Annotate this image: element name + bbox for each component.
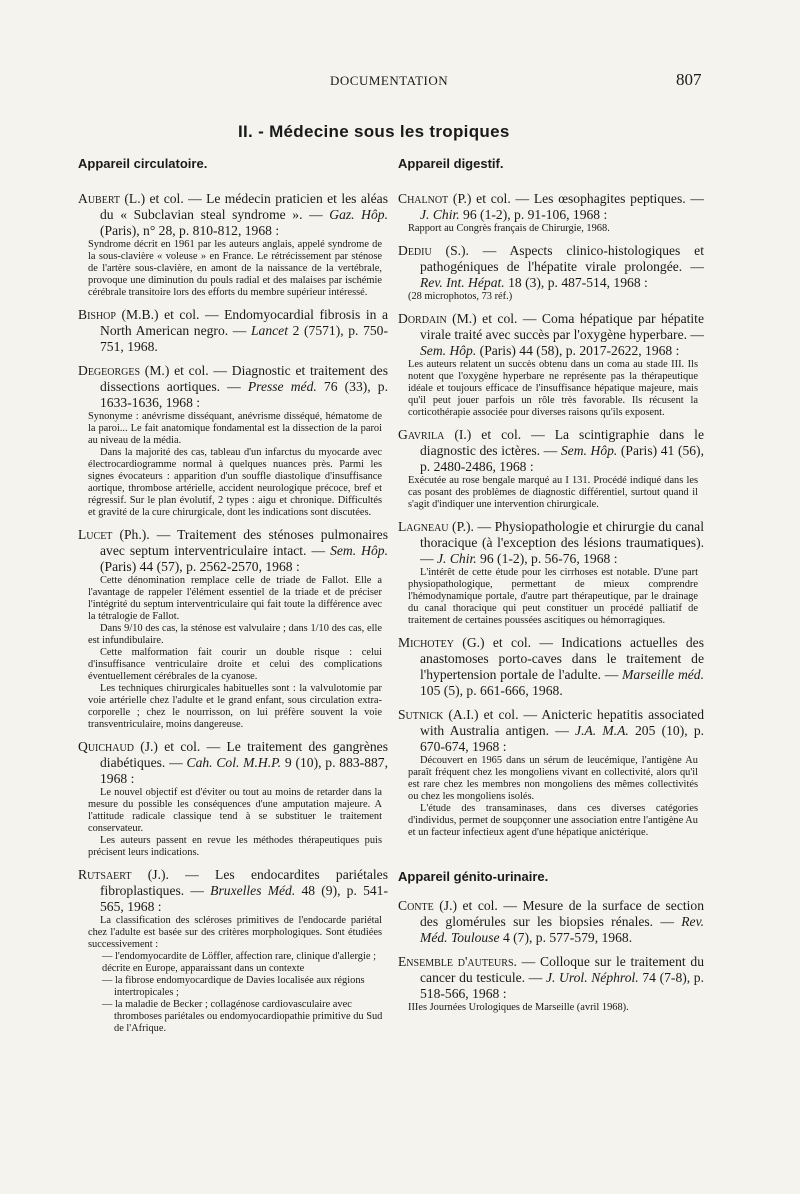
author: Chalnot	[398, 191, 449, 206]
bibliography-entry	[78, 363, 388, 519]
journal: Gaz. Hôp.	[329, 207, 388, 222]
running-title: DOCUMENTATION	[330, 73, 449, 88]
section-heading-circulatory: Appareil circulatoire.	[78, 156, 208, 171]
list-item: — la maladie de Becker ; collagénose cardiovasculaire avec thromboses pariétales ou endomyocardiopathie primitive du Sud de l'Afrique.	[102, 999, 383, 1034]
author: Lucet	[78, 527, 113, 542]
citation	[398, 243, 704, 291]
citation	[78, 867, 388, 915]
section-title: II. - Médecine sous les tropiques	[238, 122, 510, 141]
bibliography-entry	[398, 898, 704, 946]
citation-details: 205 (10), p. 670-674, 1968 :	[420, 723, 705, 754]
journal: J. Chir.	[437, 551, 477, 566]
journal: Marseille méd.	[622, 667, 704, 682]
author: Conte	[398, 898, 434, 913]
author: Michotey	[398, 635, 454, 650]
citation-text: (S.). — Aspects clinico-histologiques et pathogéniques de l'hépatite virale prolongée. —	[420, 243, 704, 274]
left-column	[78, 156, 388, 1043]
citation-details: (Paris) 44 (57), p. 2562-2570, 1968 :	[100, 559, 300, 574]
citation-text: (P.) et col. — Les œsophagites peptiques. —	[448, 191, 704, 206]
abstract-note: Cette dénomination remplace celle de triade de Fallot. Elle a l'avantage de rappeler l'élément essentiel de la triade et de préciser l'intégrité du septum interventriculaire qui fait toute la différence avec la tétralogie de Fallot.	[88, 575, 382, 622]
author: Quichaud	[78, 739, 134, 754]
citation-text: (Ph.). — Traitement des sténoses pulmonaires avec septum interventriculaire intact. —	[100, 527, 388, 558]
citation-details: (Paris) 44 (58), p. 2017-2622, 1968 :	[476, 343, 680, 358]
list-item: — l'endomyocardite de Löffler, affection rare, clinique d'allergie ;	[102, 951, 376, 962]
citation-text: . — Colloque sur le traitement du cancer du testicule. —	[420, 954, 704, 985]
author: Degeorges	[78, 363, 141, 378]
abstract-note: (28 microphotos, 73 réf.)	[408, 291, 513, 302]
bibliography-entry	[398, 519, 704, 627]
citation-text: (G.) et col. — Indications actuelles des anastomoses porto-caves dans le traitement de l'hypertension portale de l'adulte. —	[420, 635, 704, 682]
journal: Lancet	[250, 323, 288, 338]
abstract-note: L'intérêt de cette étude pour les cirrhoses est notable. D'une part physiopathologique, permettant de mieux comprendre l'hémodynamique portale, d'autre part thérapeutique, par le drainage du canal thoracique qui peut constituer un procédé palliatif de traitement de certaines poussées ascitiques ou hémorragiques.	[408, 567, 698, 626]
citation	[398, 898, 704, 946]
citation-details: 4 (7), p. 577-579, 1968.	[499, 930, 633, 945]
abstract-note: Rapport au Congrès français de Chirurgie, 1968.	[408, 223, 610, 234]
citation-details: 105 (5), p. 661-666, 1968.	[420, 683, 563, 698]
author: Dordain	[398, 311, 447, 326]
journal: Sem. Hôp.	[420, 343, 477, 358]
citation-text: (L.) et col. — Le médecin praticien et les aléas du « Subclavian steal syndrome ». —	[100, 191, 388, 222]
citation	[78, 191, 388, 239]
journal: Presse méd.	[247, 379, 317, 394]
citation	[398, 635, 704, 699]
citation	[78, 739, 388, 787]
author: Ensemble d'auteurs	[398, 954, 514, 969]
bibliography-entry	[398, 311, 704, 419]
citation-details: 96 (1-2), p. 56-76, 1968 :	[476, 551, 618, 566]
citation	[78, 307, 388, 355]
bibliography-entry	[78, 867, 388, 1035]
citation-text: (J.) et col. — Le traitement des gangrènes diabétiques. —	[100, 739, 388, 770]
journal: Bruxelles Méd.	[210, 883, 296, 898]
citation-text: (A.I.) et col. — Anicteric hepatitis associated with Australia antigen. —	[420, 707, 704, 738]
citation	[398, 707, 704, 755]
citation-text: (I.) et col. — La scintigraphie dans le diagnostic des ictères. —	[420, 427, 704, 458]
citation	[398, 427, 704, 475]
bibliography-entry	[78, 527, 388, 731]
citation-details: 96 (1-2), p. 91-106, 1968 :	[459, 207, 608, 222]
abstract-note: Synonyme : anévrisme disséquant, anévrisme disséqué, hématome de la paroi... Le fait anatomique fondamental est la dissection de la paroi au niveau de la média.	[88, 411, 382, 446]
running-head	[0, 70, 800, 92]
journal: Sem. Hôp.	[330, 543, 388, 558]
right-column	[398, 156, 704, 1022]
citation-details: (Paris), n° 28, p. 810-812, 1968 :	[100, 223, 280, 238]
citation-details: 48 (9), p. 541-565, 1968 :	[100, 883, 388, 914]
citation-text: (J.) et col. — Mesure de la surface de section des glomérules sur les biopsies rénales. —	[420, 898, 704, 929]
list-item: — la fibrose endomyocardique de Davies localisée aux régions intertropicales ;	[102, 975, 365, 998]
section-heading-genito-urinary: Appareil génito-urinaire.	[398, 869, 549, 884]
abstract-note: Les techniques chirurgicales habituelles sont : la valvulotomie par voie artérielle chez l'adulte et le grand enfant, sous circulation extra-corporelle ; chez le nourrisson, on lui préfère souvent la voie transventriculaire, moins dangereuse.	[88, 683, 382, 730]
bibliography-entry	[78, 191, 388, 299]
author: Gavrila	[398, 427, 445, 442]
citation-details: 18 (3), p. 487-514, 1968 :	[504, 275, 648, 290]
abstract-note: Dans 9/10 des cas, la sténose est valvulaire ; dans 1/10 des cas, elle est infundibulaire.	[88, 623, 382, 646]
journal: Rev. Méd. Toulouse	[420, 914, 704, 945]
abstract-note: Les auteurs passent en revue les méthodes thérapeutiques puis précisent leurs indications.	[88, 835, 382, 858]
citation	[78, 363, 388, 411]
citation-details: 74 (7-8), p. 518-566, 1968 :	[420, 970, 705, 1001]
abstract-note: Cette malformation fait courir un double risque : celui d'insuffisance ventriculaire droite et celui des complications éventuellement cérébrales de la cyanose.	[88, 647, 382, 682]
citation	[398, 954, 704, 1002]
citation	[398, 519, 704, 567]
author: Rutsaert	[78, 867, 132, 882]
abstract-note: Syndrome décrit en 1961 par les auteurs anglais, appelé syndrome de la sous-clavière « voleuse » en France. Le rétrécissement par sténose de l'artère sous-clavière, en amont de la naissance de la vertébrale, provoque une diminution du pouls radial et des malaises par ischémie cérébrale transitoire lors des efforts du membre supérieur intéressé.	[88, 239, 382, 298]
bibliography-entry	[398, 707, 704, 839]
section-heading-digestive: Appareil digestif.	[398, 156, 504, 171]
author: Aubert	[78, 191, 120, 206]
author: Bishop	[78, 307, 116, 322]
citation	[398, 191, 704, 223]
bibliography-entry	[398, 954, 704, 1014]
abstract-note: Découvert en 1965 dans un sérum de leucémique, l'antigène Au paraît fréquent chez les mongoliens vivant en collectivité, alors qu'il est rare chez les membres non mongoliens des mêmes collectivités ou chez les mongoliens isolés.	[408, 755, 698, 802]
bibliography-entry	[398, 635, 704, 699]
citation-text: (M.B.) et col. — Endomyocardial fibrosis in a North American negro. —	[100, 307, 388, 338]
abstract-note: Dans la majorité des cas, tableau d'un infarctus du myocarde avec électrocardiogramme normal à quelques nuances près. Parmi les signes évocateurs : apparition d'un souffle diastolique d'insuffisance aortique, thrombose artérielle, accident neurologique précoce, bref et régressif. Sur le plan évolutif, 2 types : aigu et chronique. Difficultés et gravité de la cure chirurgicale, dont les indications sont discutées.	[88, 447, 382, 518]
journal: J. Chir.	[420, 207, 460, 222]
bibliography-entry	[398, 243, 704, 303]
bibliography-entry	[398, 427, 704, 511]
bibliography-entry	[398, 191, 704, 235]
abstract-note: Le nouvel objectif est d'éviter ou tout au moins de retarder dans la mesure du possible les conséquences d'une amputation majeure. A l'attitude radicale classique tend à se substituer le traitement conservateur.	[88, 787, 382, 834]
citation-text: (J.). — Les endocardites pariétales fibroplastiques. —	[100, 867, 388, 898]
journal: J. Urol. Néphrol.	[545, 970, 639, 985]
list-item: décrite en Europe, apparaissant dans un contexte	[102, 963, 305, 974]
abstract-note: Exécutée au rose bengale marqué au I 131. Procédé indiqué dans les cas posant des problèmes de diagnostic différentiel, surtout quand il s'agit d'indiquer une intervention chirurgicale.	[408, 475, 698, 510]
citation-text: (M.) et col. — Diagnostic et traitement des dissections aortiques. —	[100, 363, 388, 394]
author: Sutnick	[398, 707, 444, 722]
journal: Cah. Col. M.H.P.	[186, 755, 282, 770]
citation-text: (M.) et col. — Coma hépatique par hépatite virale traité avec succès par l'oxygène hyperbare. —	[420, 311, 705, 342]
author: Dediu	[398, 243, 432, 258]
citation	[398, 311, 704, 359]
citation	[78, 527, 388, 575]
abstract-note: La classification des scléroses primitives de l'endocarde pariétal chez l'adulte est basée sur des critères morphologiques. Sont étudiées successivement :	[88, 915, 382, 950]
bibliography-entry	[78, 739, 388, 859]
abstract-note: L'étude des transaminases, dans ces diverses catégories d'individus, permet de soupçonner une association entre l'antigène Au et un facteur infectieux agent d'une hépatique anictérique.	[408, 803, 698, 838]
journal: Sem. Hôp.	[560, 443, 618, 458]
abstract-note: Les auteurs relatent un succès obtenu dans un coma au stade III. Ils notent que l'oxygène hyperbare ne représente pas la thérapeutique idéale et toujours efficace de l'insuffisance hépatique majeure, mais qu'il peut jouer parfois un rôle très favorable. Ils récusent la corticothérapie associée pour diverses raisons qu'ils exposent.	[408, 359, 698, 418]
author: Lagneau	[398, 519, 449, 534]
citation-details: 76 (33), p. 1633-1636, 1968 :	[100, 379, 388, 410]
citation-details: 2 (7571), p. 750-751, 1968.	[100, 323, 388, 354]
citation-details: (Paris) 41 (56), p. 2480-2486, 1968 :	[420, 443, 704, 474]
journal: Rev. Int. Hépat.	[420, 275, 505, 290]
citation-details: 9 (10), p. 883-887, 1968 :	[100, 755, 388, 786]
bibliography-entry	[78, 307, 388, 355]
page-number: 807	[676, 70, 702, 89]
journal: J.A. M.A.	[575, 723, 629, 738]
citation-text: (P.). — Physiopathologie et chirurgie du canal thoracique (à l'exception des lésions traumatiques). —	[420, 519, 704, 566]
abstract-note: IIIes Journées Urologiques de Marseille (avril 1968).	[408, 1002, 629, 1013]
